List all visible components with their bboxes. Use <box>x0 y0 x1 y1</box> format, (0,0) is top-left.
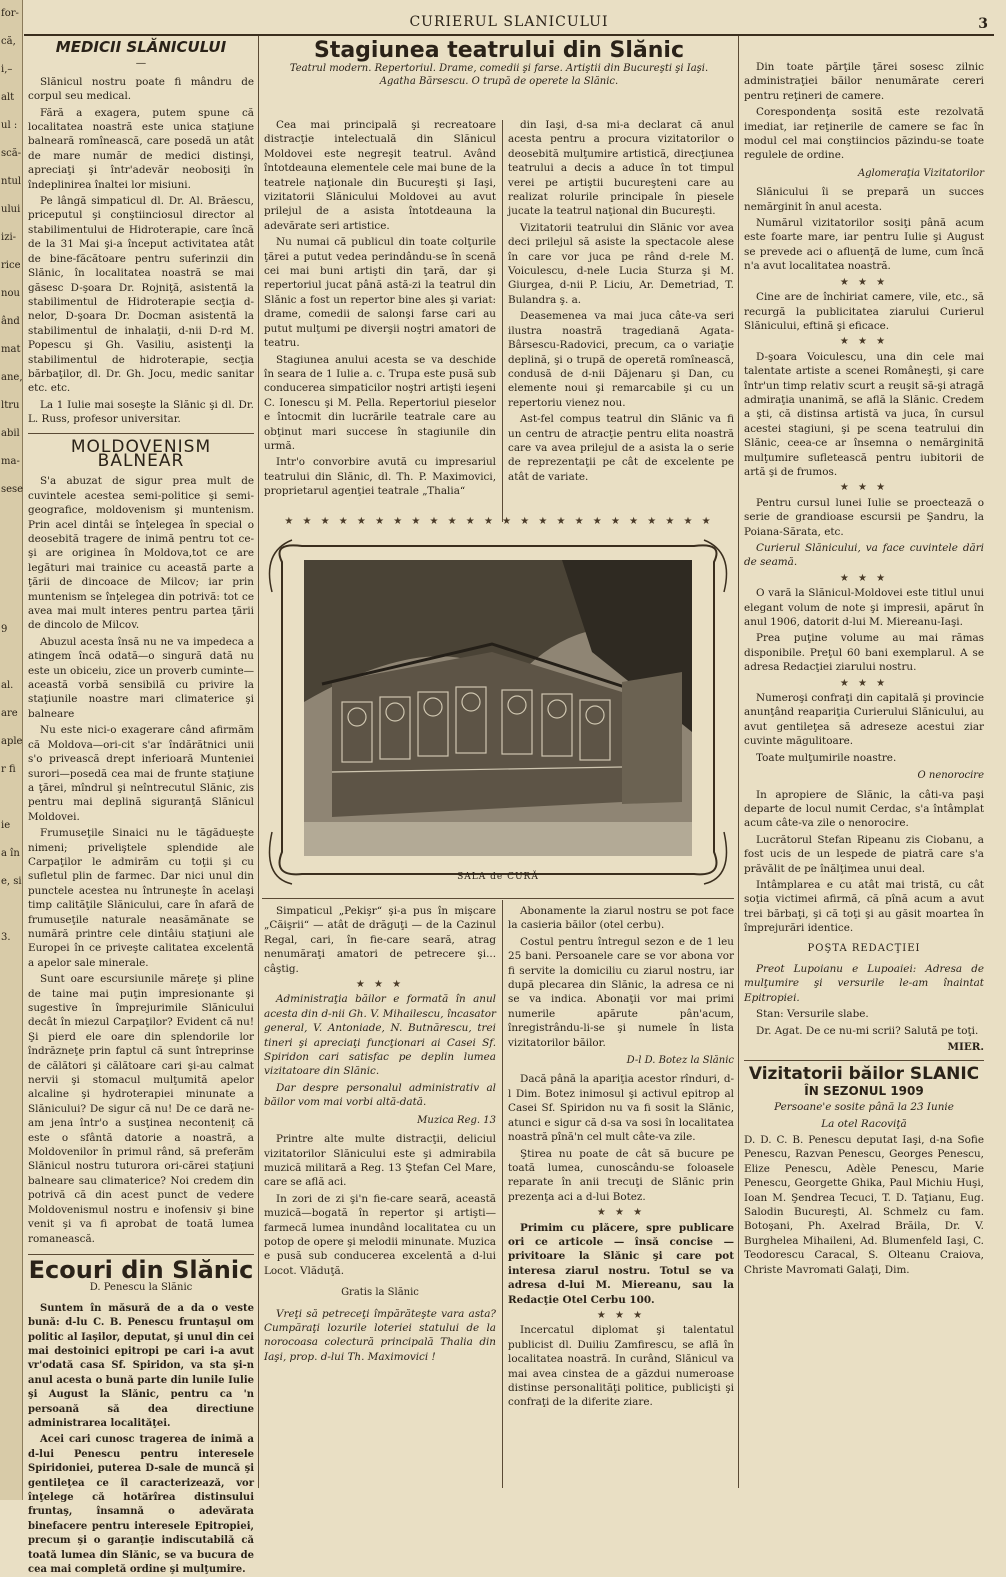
cine-para: Cine are de închiriat camere, vile, etc., să recurgă la publicitatea ziarului Curierul Slănicului, eftină şi eficace. <box>744 291 984 332</box>
margin-fragment <box>0 1176 22 1204</box>
ecouri-title: Ecouri din Slănic <box>28 1255 254 1284</box>
column-rule <box>502 900 503 1488</box>
center-right-column: Abonamente la ziarul nostru se pot face la casieria băilor (otel cerbu). Costul pentru întregul sezon e de 1 leu 25 bani. Persoanele care se vor abona vor fi servite la domiciliu cu ziarul nostru, iar după plecarea din Slănic, la adresa ce ni se va indica. Abonaţii vor mai primi numerile apărute pân'acum, înregistrându-li-se şi numele în lista vizitatorilor băilor. D-l D. Botez la Slănic Dacă până la apariţia acestor rînduri, d-l Dim. Botez inimosul şi activul epitrop al Casei Sf. Spiridon nu va fi sosit la Slănic, atunci e sigur că d-sa va sosi în localitatea noastră pînă'n cel mult câte-va zile. Ştirea nu poate de cât să bucure pe toată lumea, cunoscându-se foloasele reparate în anii trecuţi de Slănic prin prezenţa aci a d-lui Botez. ★ ★ ★ Primim cu plăcere, spre publicare ori ce articole — însă concise — privitoare la Slănic şi care pot interesa ziarul nostru. Totul se va adresa d-lui M. Miereanu, sau la Redacţie Otel Cerbu 100. ★ ★ ★ Incercatul diplomat şi talentatul publicist dl. Duiliu Zamfirescu, se află în localitatea noastră. In curând, Slănicul va mai avea cinstea de a găzdui numeroase distinse personalităţi politice, publicişti şi confraţi de la diferite ziare. <box>508 905 734 1409</box>
muzica-head: Muzica Reg. 13 <box>417 1114 496 1126</box>
margin-fragment <box>0 1260 22 1288</box>
aglomeratia-head: Aglomeraţia Vizitatorilor <box>857 167 984 179</box>
margin-fragment: r fi <box>1 764 16 775</box>
botez-head: D-l D. Botez la Slănic <box>626 1055 734 1067</box>
abonamente-para: Abonamente la ziarul nostru se pot face la casieria băilor (otel cerbu). <box>508 905 734 932</box>
ecouri-subhead: D. Penescu la Slănic <box>89 1282 193 1294</box>
moldovenism-para: Nu este nici-o exagerare când afirmăm că Moldova—ori-cit s'ar îndărătnici unii s'o privească drept inferioară Munteniei surori—posedă cea mai de frunte staţiune a ţărei, mîndrul şi neîntrecutul Slănic, zis pentru mai deplină siguranţă Slănicul Moldovei. <box>28 724 254 823</box>
margin-fragment <box>0 1148 22 1176</box>
margin-fragment: ul : <box>1 120 18 131</box>
aglomeratia-para: Numărul vizitatorilor sosiţi până acum este foarte mare, iar pentru Iulie şi August se prevede aci o afluenţă de lume, cum încă n'a avut localitatea noastră. <box>744 217 984 273</box>
moldovenism-para: S'a abuzat de sigur prea mult de cuvintele acestea semi-politice şi semi-geografice, moldovenism şi muntenism. Prin acel dintâi se înţelegea în special o deosebită tragere de inimă pentru tot ce-şi are originea în Moldova,tot ce are legături mai trainice cu această parte a ţării de dincoace de Milcov; iar prin muntenism se înţelegea din potrivă: tot ce avea mai mult interes pentru partea ţării de dincolo de Milcov. <box>28 475 254 632</box>
margin-fragment <box>0 1120 22 1148</box>
margin-fragment: al. <box>1 680 14 691</box>
botez-para: Ştirea nu poate de cât să bucure pe toată lumea, cunoscându-se foloasele reparate în anii trecuţi de Slănic prin prezenţa aci a d-lui Botez. <box>508 1147 734 1203</box>
pekisr-para: Simpaticul „Pekişr“ şi-a pus în mişcare „Căişrii“ — atât de drăguţi — de la Cazinul Regal, cari, în fie-care seară, atrag nenumăraţi amatori de petrecere şi... câştig. <box>264 905 496 975</box>
vizitatori-otel: La otel Racoviţă <box>821 1117 907 1130</box>
muzica-para: Printre alte multe distracţii, deliciul vizitatorilor Slănicului este şi admirabila muzică militară a Reg. 13 Ştefan Cel Mare, care se află aci. <box>264 1133 496 1189</box>
margin-fragment: aple <box>1 736 23 747</box>
section-rule <box>262 898 734 899</box>
stagiunea-para: Cea mai principală şi recreatoare distracţie intelectuală din Slănicul Moldovei este negreşit teatrul. Având întotdeauna elementele cele mai bune de la teatrele naţionale din Bucureşti şi Iaşi, vizitatorii Slănicului Moldovei au avut prilejul de a asista întotdeauna la adevărate seri artistice. <box>264 119 496 232</box>
cereri-para: Din toate părţile ţărei sosesc zilnic administraţiei băilor nenumărate cereri pentru reţineri de camere. <box>744 61 984 102</box>
masthead <box>24 12 994 36</box>
stagiunea-title: Stagiunea teatrului din Slănic <box>313 38 685 63</box>
margin-fragment: alt <box>1 92 15 103</box>
column-rule <box>738 36 739 1488</box>
vizitatori-list: D. D. C. B. Penescu deputat Iaşi, d-na Sofie Penescu, Razvan Penescu, Georges Penescu, Elize Penescu, Adèle Penescu, Marie Penescu, Georgette Ghika, Paul Michiu Huşi, Ioan M. Şendrea Tecuci, T. D. Taţianu, Eug. Salodin Bucureşti, Al. Schmelz cu fam. Botoşani, Ph. Axelrad Brăila, Dr. V. Burghelea Mihaileni, Ad. Blumenfeld Iaşi, C. Teodorescu Caracal, S. Olteanu Craiova, Christe Mavromati Galaţi, Dim. <box>744 1134 984 1276</box>
stagiunea-para: Stagiunea anului acesta se va deschide în seara de 1 Iulie a. c. Trupa este pusă sub conducerea simpaticilor noştri artişti ieşeni C. Ionescu şi M. Pella. Repertoriul pieselor e întocmit din lucrările teatrale care au obţinut mari succese în stagiunile din urmă. <box>264 353 496 452</box>
margin-fragment: nou <box>1 288 20 299</box>
signature: MIER. <box>947 1041 984 1053</box>
medicii-para: Slănicul nostru poate fi mândru de corpul seu medical. <box>28 75 254 103</box>
margin-fragment: abil <box>1 428 20 439</box>
margin-fragment <box>0 1288 22 1316</box>
diplomat-para: Incercatul diplomat şi talentatul publicist dl. Duiliu Zamfirescu, se află în localitatea noastră. In curând, Slănicul va mai avea cinstea de a găzdui numeroase distinse personalităţi politice, publicişti şi confraţi de la diferite ziare. <box>508 1324 734 1409</box>
margin-fragment <box>0 952 22 980</box>
pretul-para: Prea puţine volume au mai rămas disponibile. Preţul 60 bani exemplarul. A se adresa Redacţiei ziarului nostru. <box>744 632 984 674</box>
posta-item: Preot Lupoianu e Lupoaiei: Adresa de mulţumire şi versurile le-am înaintat Epitropiei. <box>744 962 984 1004</box>
newspaper-name: CURIERUL SLANICULUI <box>409 14 609 30</box>
margin-fragment <box>0 1064 22 1092</box>
page-number: 3 <box>978 16 988 32</box>
right-column: Din toate părţile ţărei sosesc zilnic administraţiei băilor nenumărate cereri pentru reţineri de camere. Corespondenţa sosită este rezolvată imediat, iar reţinerile de camere se fac în modul cel mai conştiincios păzindu-se toate regulele de ordine. Aglomeraţia Vizitatorilor Slănicului îi se prepară un succes nemărginit în anul acesta. Numărul vizitatorilor sosiţi până acum este foarte mare, iar pentru Iulie şi August se prevede aci o afluenţă de lume, cum încă n'a avut localitatea noastră. ★ ★ ★ Cine are de închiriat camere, vile, etc., să recurgă la publicitatea ziarului Curierul Slănicului, eftină şi eficace. ★ ★ ★ D-şoara Voiculescu, una din cele mai talentate artiste a scenei Româneşti, şi care într'un timp relativ scurt a reuşit să-şi atragă admiraţia unanimă, se află la Slănic. Credem a şti, că distinsa artistă va juca, în cursul acestei stagiuni, şi pe scena teatrului din Slănic, ceea-ce ar însemna o nemărginită mulţumire sufletească pentru iubitorii de artă şi de frumos. ★ ★ ★ Pentru cursul lunei Iulie se proectează o serie de grandioase escursii pe Şandru, la Poiana-Sărata, etc. Curierul Slănicului, va face cuvintele dări de seamă. ★ ★ ★ O vară la Slănicul-Moldovei este titlul unui elegant volum de note şi impresii, apărut în anul 1906, datorit d-lui M. Miereanu-Iaşi. Prea puţine volume au mai rămas disponibile. Preţul 60 bani exemplarul. A se adresa Redacţiei ziarului nostru. ★ ★ ★ Numeroşi confraţi din capitală şi provincie anunţând reapariţia Curierului Slănicului, au avut gentileţea să adreseze acestui ziar cuvinte măgulitoare. Toate mulţumirile noastre. O nenorocire In apropiere de Slănic, la câti-va paşi departe de locul numit Cerdac, s'a întâmplat acum câte-va zile o nenorocire. Lucrătorul Stefan Ripeanu zis Ciobanu, a fost ucis de un lespede de piatră care s'a prăvălit de pe înălţimea unui deal. Intâmplarea e cu atât mai tristă, cu cât soţia victimei afirmă, că pînă acum a avut trei bărbaţi, şi că toţi şi au găsit moartea în împrejurări identice. POŞTA REDACŢIEI Preot Lupoianu e Lupoaiei: Adresa de mulţumire şi versurile le-am înaintat Epitropiei. Stan: Versurile slabe. Dr. Agat. De ce nu-mi scrii? Salută pe toţi. MIER. Vizitatorii băilor SLANIC ÎN SEZONUL 1909 Persoane'e sosite până la 23 Iunie La otel Racoviţă D. D. C. B. Penescu deputat Iaşi, d-na Sofie Penescu, Razvan Penescu, Georges Penescu, Elize Penescu, Adèle Penescu, Marie Penescu, Georgette Ghika, Paul Michiu Huşi, Ioan M. Şendrea Tecuci, T. D. Taţianu, Eug. Salodin Bucureşti, Al. Schmelz cu fam. Botoşani, Ph. Axelrad Brăila, Dr. V. Burghelea Mihaileni, Ad. Blumenfeld Iaşi, C. Teodorescu Caracal, S. Olteanu Craiova, Christe Mavromati Galaţi, Dim. <box>744 61 984 1276</box>
medicii-para: La 1 Iulie mai soseşte la Slănic şi dl. Dr. L. Russ, profesor universitar. <box>28 398 254 426</box>
moldovenism-title: MOLDOVENISM BALNEAR <box>70 436 212 471</box>
margin-fragment: e, si <box>1 876 22 887</box>
margin-fragment <box>0 980 22 1008</box>
nenorocire-para: Intâmplarea e cu atât mai tristă, cu cât soţia victimei afirmă, că pînă acum a avut trei bărbaţi, şi că toţi şi au găsit moartea în împrejurări identice. <box>744 878 984 935</box>
margin-fragment: ane, <box>1 372 23 383</box>
ovara-para: O vară la Slănicul-Moldovei este titlul unui elegant volum de note şi impresii, apărut în anul 1906, datorit d-lui M. Miereanu-Iaşi. <box>744 587 984 629</box>
ecouri-para: Suntem în măsură de a da o veste bună: d-lu C. B. Penescu fruntaşul om politic al Iaşilor, deputat, şi unul din cei mai destoinici epitropi pe cari i-a avut vr'odată casa Sf. Spiridon, va sta şi-n anul acesta o bună parte din lunile Iulie şi August la Slănic, pentru ca 'n persoană să dea directiune administrarea localităţei. <box>28 1302 254 1429</box>
margin-fragment: are <box>1 708 18 719</box>
margin-fragment: ând <box>1 316 20 327</box>
medicii-title: MEDICII SLĂNICULUI <box>55 38 227 56</box>
margin-fragment <box>0 532 22 560</box>
posta-head: POŞTA REDACŢIEI <box>807 942 921 954</box>
margin-fragment <box>0 784 22 812</box>
stagiunea-subtitle: Teatrul modern. Repertoriul. Drame, comedii şi farse. Artiştii din Bucureşti şi Iaşi. Agatha Bărsescu. O trupă de operete la Slănic. <box>289 63 709 88</box>
nenorocire-head: O nenorocire <box>917 770 984 782</box>
ornament-divider: ★ ★ ★ ★ ★ ★ ★ ★ ★ ★ ★ ★ ★ ★ ★ ★ ★ ★ ★ ★ ★ ★ ★ ★ <box>284 516 714 527</box>
margin-fragment: mat <box>1 344 21 355</box>
adjacent-page-margin <box>0 0 23 1500</box>
margin-fragment <box>0 504 22 532</box>
margin-fragment <box>0 644 22 672</box>
margin-fragment: ma- <box>1 456 20 467</box>
margin-fragment: ltru <box>1 400 20 411</box>
gratis-para: Vreţi să petreceţi împărăteşte vara asta? Cumpăraţi lozurile loteriei statului de la norocoasa colectură principală Thalia din Iaşi, prop. d-lui Th. Maximovici ! <box>264 1307 496 1363</box>
voiculescu-para: D-şoara Voiculescu, una din cele mai talentate artiste a scenei Româneşti, şi care într'un timp relativ scurt a reuşit să-şi atragă admiraţia unanimă, se află la Slănic. Credem a şti, că distinsa artistă va juca, în cursul acestei stagiuni, şi pe scena teatrului din Slănic, ceea-ce ar însemna o nemărginită mulţumire sufletească pentru iubitorii de artă şi de frumos. <box>744 350 984 478</box>
vizitatori-title: Vizitatorii băilor SLANIC <box>748 1064 980 1085</box>
stagiunea-para: Vizitatorii teatrului din Slănic vor avea deci prilejul să asiste la spectacole alese în care vor juca pe rând d-rele M. Voiculescu, d-nele Lucia Sturza şi M. Giurgea, d-nii P. Liciu, Ar. Demetriad, T. Bulandra ş. a. <box>508 221 734 306</box>
photo-illustration <box>262 532 734 892</box>
margin-fragment <box>0 1036 22 1064</box>
margin-fragment <box>0 1204 22 1232</box>
margin-fragment <box>0 588 22 616</box>
moldovenism-para: Abuzul acesta însă nu ne va impedeca a atingem încă odată—o singură dată nu este un obiceiu, zice un proverb cuminte—această vorbă sensibilă cu privire la staţiunile noastre mari climaterice şi balneare <box>28 635 254 720</box>
toate-para: Toate mulţumirile noastre. <box>756 751 897 764</box>
margin-fragment <box>0 560 22 588</box>
posta-item: Stan: Versurile slabe. <box>756 1008 869 1021</box>
margin-fragment <box>0 1316 22 1344</box>
margin-fragment: ntul <box>1 176 22 187</box>
center-left-column: Simpaticul „Pekişr“ şi-a pus în mişcare „Căişrii“ — atât de drăguţi — de la Cazinul Regal, cari, în fie-care seară, atrag nenumăraţi amatori de petrecere şi... câştig. ★ ★ ★ Administraţia băilor e formată în anul acesta din d-nii Gh. V. Mihailescu, încasator general, V. Antoniade, N. Butnărescu, trei tineri şi apreciaţi funcţionari ai Casei Sf. Spiridon cari satisfac pe deplin lumea vizitatoare din Slănic. Dar despre personalul administrativ al băilor vom mai vorbi altă-dată. Muzica Reg. 13 Printre alte multe distracţii, deliciul vizitatorilor Slănicului este şi admirabila muzică militară a Reg. 13 Ştefan Cel Mare, care se află aci. In zori de zi şi'n fie-care seară, această muzică—bogată în repertor şi artişti—farmecă lumea inundând localitatea cu un potop de opere şi melodii minunate. Muzica e pusă sub conducerea excelentă a d-lui Locot. Vlăduţă. Gratis la Slănic Vreţi să petreceţi împărăteşte vara asta? Cumpăraţi lozurile loteriei statului de la norocoasa colectură principală Thalia din Iaşi, prop. d-lui Th. Maximovici ! <box>264 905 496 1363</box>
stagiunea-left-column <box>264 118 496 518</box>
column-rule <box>502 120 503 522</box>
medicii-para: Pe lângă simpaticul dl. Dr. Al. Brăescu, priceputul şi conştiinciosul director al stabilimentului de Hidroterapie, care încă de la 31 Mai şi-a început activitatea atât de bine-făcătoare pentru suferinzii din Slănic, în localitatea noastră se mai găsesc D-şoara Dr. Rojniţă, asistentă la stabilimentul de Hidroterapie secţia d-nelor, D-şoara Dr. Docman asistentă la stabilimentul de inhalaţii, d-nii D-rd M. Popescu şi Gh. Vasiliu, asistenţi la stabilimentul de hidroterapie, secţia bărbaţilor, dl. Dr. Gh. Jocu, medic sanitar etc. etc. <box>28 195 254 395</box>
margin-fragment: ului <box>1 204 21 215</box>
stagiunea-para: din Iaşi, d-sa mi-a declarat că anul acesta pentru a procura vizitatorilor o deosebită mulţumire artistică, direcţiunea teatrului a decis a aduce în tot timpul verei pe artiştii bucureşteni care au realizat rolurile principale în piesele jucate la teatrul naţional din Bucureşti. <box>508 119 734 218</box>
vizitatori-sub: Persoane'e sosite până la 23 Iunie <box>774 1101 954 1114</box>
margin-fragment <box>0 896 22 924</box>
photo-caption: SALA de CURĂ <box>457 872 539 882</box>
nenorocire-para: Lucrătorul Stefan Ripeanu zis Ciobanu, a fost ucis de un lespede de piatră care s'a prăvălit de pe înălţimea unui deal. <box>744 833 984 875</box>
vizitatori-season: ÎN SEZONUL 1909 <box>804 1083 924 1098</box>
nenorocire-para: In apropiere de Slănic, la câti-va paşi departe de locul numit Cerdac, s'a întâmplat acum câte-va zile o nenorocire. <box>744 788 984 830</box>
left-column: MEDICII SLĂNICULUI — Slănicul nostru poate fi mândru de corpul seu medical. Fără a exagera, putem spune că localitatea noastră este unica staţiune balneară romînească, care posedă un atât de mare număr de medici distinşi, apreciaţi şi într'adevăr neobosiţi în îndeplinirea înaltei lor misiuni. Pe lângă simpaticul dl. Dr. Al. Brăescu, priceputul şi conştiinciosul director al stabilimentului de Hidroterapie, care încă de la 31 Mai şi-a început activitatea atât de bine-făcătoare pentru suferinzii din Slănic, în localitatea noastră se mai găsesc D-şoara Dr. Rojniţă, asistentă la stabilimentul de Hidroterapie secţia d-nelor, D-şoara Dr. Docman asistentă la stabilimentul de inhalaţii, d-nii D-rd M. Popescu şi Gh. Vasiliu, asistenţi la stabilimentul de hidroterapie, secţia bărbaţilor, dl. Dr. Gh. Jocu, medic sanitar etc. etc. La 1 Iulie mai soseşte la Slănic şi dl. Dr. L. Russ, profesor universitar. MOLDOVENISM BALNEAR S'a abuzat de sigur prea mult de cuvintele acestea semi-politice şi semi-geografice, moldovenism şi muntenism. Prin acel dintâi se înţelegea în special o deosebită tragere de inimă pentru tot ce-şi are originea în Moldova,tot ce are legături mai trainice cu această parte a ţării de dincoace de Milcov; iar prin muntenism se înţelegea din potrivă: tot ce avea mai mult interes pentru partea ţării de dincolo de Milcov. Abuzul acesta însă nu ne va impedeca a atingem încă odată—o singură dată nu este un obiceiu, zice un proverb cuminte—această vorbă sensibilă cu privire la staţiunile noastre mari climaterice şi balneare Nu este nici-o exagerare când afirmăm că Moldova—ori-cit s'ar îndărătnici unii s'o privească drept inferioară Munteniei surori—posedă cea mai de frunte staţiune a ţărei, mîndrul şi neîntrecutul Slănic, zis pentru mai deplină siguranţă Slănicul Moldovei. Frumuseţile Sinaici nu le tăgăduește nimeni; priveliştele splendide ale Carpaţilor le admirăm cu toţii şi cu sufletul plin de farmec. Dar nici unul din punctele acestea nu întruneşte în acelaşi timp calităţile Slănicului, care în afară de frumuseţile naturale neasămănate se numără printre cele dintâiu staţiuni ale Europei în ce priveşte calitatea excelentă a apelor sale minerale. Sunt oare escursiunile măreţe şi pline de taine mai puţin impresionante şi sugestive în împrejurimile Slănicului decât în miezul Carpaţilor? Evident că nu! Şi pierd ele oare din splendorile lor îndrăzneţe prin faptul că sunt întreprinse de călători şi călătoare cari şi-au calmat nervii şi stomacul mulţumită apelor alcaline şi hydroterapiei minunate a Slănicului? De sigur că nu! De ce dară ne-am jena într'o a susţinea neconteniț că este o sfântă datorie a noastră, a Moldovenilor în primul rând, să preferăm Slănicul nostru tuturora ori-cărei staţiuni balneare sau climaterice? Noi credem din potrivă că din acest punct de vedere Moldovenismul nostru e inofensiv şi bine venit şi va fi aprobat de toată lumea romanească. Ecouri din Slănic D. Penescu la Slănic Suntem în măsură de a da o veste bună: d-lu C. B. Penescu fruntaşul om politic al Iaşilor, deputat, şi unul din cei mai destoinici epitropi pe cari i-a avut vr'odată casa Sf. Spiridon, va sta şi-n anul acesta o bună parte din lunile Iulie şi August la Slănic, pentru ca 'n persoană să dea directiune administrarea localităţei. Acei cari cunosc tragerea de inimă a d-lui Penescu pentru interesele Spiridoniei, puterea D-sale de muncă şi gentileţea ce îl caracterizează, vor înţelege că hotărîrea distinsului fruntaş, însamnă o adevărata binefacere pentru interesele Epitropiei, precum şi o garanţie indiscutabilă că toată lumea din Slănic, se va bucura de cea mai completă ordine şi mulţumire. <box>28 36 254 1486</box>
gratis-head: Gratis la Slănic <box>341 1287 419 1299</box>
corespondenta-para: Corespondenţa sosită este rezolvată imediat, iar reţinerile de camere se fac în modul cel mai conştiincios păzindu-se toate regulele de ordine. <box>744 106 984 162</box>
margin-fragment: izi- <box>1 232 17 243</box>
ecouri-para: Acei cari cunosc tragerea de inimă a d-lui Penescu pentru interesele Spiridoniei, puterea D-sale de muncă şi gentileţea ce îl caracterizează, vor înţelege că hotărîrea distinsului fruntaş, însamnă o adevărata binefacere pentru interesele Epitropiei, precum şi o garanţie indiscutabilă că toată lumea din Slănic, se va bucura de cea mai completă ordine şi mulţumire. <box>28 1434 254 1576</box>
medicii-para: Fără a exagera, putem spune că localitatea noastră este unica staţiune balneară romînească, care posedă un atât de mare număr de medici distinşi, apreciaţi şi într'adevăr neobosiţi în îndeplinirea înaltei lor misiuni. <box>28 106 254 191</box>
margin-fragment: scă- <box>1 148 22 159</box>
stagiunea-para: Deasemenea va mai juca câte-va seri ilustra noastră tragediană Agata-Bârsescu-Radovici, precum, ca o variaţie deplină, şi o trupă de operetă romînească, condusă de d-nii Dăjenaru şi Dan, cu elemente noui şi remarcabile şi cu un repertoriu vienez nou. <box>508 310 734 409</box>
stagiunea-header <box>264 36 734 120</box>
margin-fragment <box>0 1008 22 1036</box>
primim-para: Primim cu plăcere, spre publicare ori ce articole — însă concise — privitoare la Slănic şi care pot interesa ziarul nostru. Totul se va adresa d-lui M. Miereanu, sau la Redacţie Otel Cerbu 100. <box>508 1221 734 1306</box>
curierul-para: Curierul Slănicului, va face cuvintele dări de seamă. <box>744 542 984 569</box>
margin-fragment: for- <box>1 8 19 19</box>
margin-fragment: a în <box>1 848 20 859</box>
moldovenism-para: Sunt oare escursiunile măreţe şi pline de taine mai puţin impresionante şi sugestive în împrejurimile Slănicului decât în miezul Carpaţilor? Evident că nu! Şi pierd ele oare din splendorile lor îndrăzneţe prin faptul că sunt întreprinse de călători şi călătoare cari şi-au calmat nervii şi stomacul mulţumită apelor alcaline şi hydroterapiei minunate a Slănicului? De sigur că nu! De ce dară ne-am jena într'o a susţinea neconteniț că este o sfântă datorie a noastră, a Moldovenilor în primul rând, să preferăm Slănicul nostru tuturora ori-cărei staţiuni balneare sau climaterice? Noi credem din potrivă că din acest punct de vedere Moldovenismul nostru e inofensiv şi bine venit şi va fi aprobat de toată lumea romanească. <box>28 973 254 1245</box>
margin-fragment: sese <box>1 484 24 495</box>
margin-fragment: 9 <box>1 624 8 635</box>
aglomeratia-para: Slănicului îi se prepară un succes nemărginit în anul acesta. <box>744 186 984 213</box>
muzica-para: In zori de zi şi'n fie-care seară, această muzică—bogată în repertor şi artişti—farmecă lumea inundând localitatea cu un potop de opere şi melodii minunate. Muzica e pusă sub conducerea excelentă a d-lui Locot. Vlăduţă. <box>264 1192 496 1277</box>
stagiunea-para: Ast-fel compus teatrul din Slănic va fi un centru de atracţie pentru elita noastră care va avea prilejul de a asista la o serie de reprezentaţii pe cât de excelente pe atât de variate. <box>508 413 734 483</box>
abonamente-para: Costul pentru întregul sezon e de 1 leu 25 bani. Persoanele care se vor abona vor fi servite la domiciliu cu ziarul nostru, iar după plecarea din Slănic, la adresa ce ni se va indica. Abonaţii vor mai primi numerile apărute pân'acum, înregistrându-li-se şi numele în lista vizitatorilor băilor. <box>508 935 734 1049</box>
stagiunea-right-column <box>508 118 734 518</box>
margin-fragment <box>0 1092 22 1120</box>
botez-para: Dacă până la apariţia acestor rînduri, d-l Dim. Botez inimosul şi activul epitrop al Casei Sf. Spiridon nu va fi sosit la Slănic, atunci e sigur că d-sa va sosi în localitatea noastră pînă'n cel mult câte-va zile. <box>508 1073 734 1144</box>
column-rule <box>258 36 259 1488</box>
sala-de-cura-photo <box>262 532 734 892</box>
admin-para: Administraţia băilor e formată în anul acesta din d-nii Gh. V. Mihailescu, încasator general, V. Antoniade, N. Butnărescu, trei tineri şi apreciaţi funcţionari ai Casei Sf. Spiridon cari satisfac pe deplin lumea vizitatoare din Slănic. <box>264 993 496 1078</box>
stagiunea-para: Intr'o convorbire avută cu impresariul teatrului din Slănic, dl. Th. P. Maximovici, proprietarul agenţiei teatrale „Thalia“ <box>264 456 496 498</box>
margin-fragment: ie <box>1 820 11 831</box>
margin-fragment: că, <box>1 36 16 47</box>
posta-item: Dr. Agat. De ce nu-mi scrii? Salută pe toţi. <box>756 1024 979 1037</box>
margin-fragment: i,– <box>1 64 13 75</box>
cursul-para: Pentru cursul lunei Iulie se proectează o serie de grandioase escursii pe Şandru, la Poiana-Sărata, etc. <box>744 496 984 538</box>
margin-fragment <box>0 1344 22 1372</box>
admin-para-2: Dar despre personalul administrativ al băilor vom mai vorbi altă-dată. <box>264 1081 496 1109</box>
stagiunea-para: Nu numai că publicul din toate colţurile ţărei a putut vedea perindându-se în scenă cei mai buni artişti din ţară, dar şi repertoriul jucat până astă-zi la teatrul din Slănic a fost un repertor bine ales şi variat: drame, comedii de salonşi farse cari au putut mulţumi pe diverşii noştri amatori de teatru. <box>264 236 496 350</box>
margin-fragment: 3. <box>1 932 11 943</box>
moldovenism-para: Frumuseţile Sinaici nu le tăgăduește nimeni; priveliştele splendide ale Carpaţilor le admirăm cu toţii şi cu sufletul plin de farmec. Dar nici unul din punctele acestea nu întruneşte în acelaşi timp calităţile Slănicului, care în afară de frumuseţile naturale neasămănate se numără printre cele dintâiu staţiuni ale Europei în ce priveşte calitatea excelentă a apelor sale minerale. <box>28 827 254 969</box>
numerosi-para: Numeroşi confraţi din capitală şi provincie anunţând reapariţia Curierului Slănicului, au avut gentileţea să adreseze acestui ziar cuvinte măgulitoare. <box>744 692 984 748</box>
margin-fragment: rice <box>1 260 21 271</box>
margin-fragment <box>0 1232 22 1260</box>
